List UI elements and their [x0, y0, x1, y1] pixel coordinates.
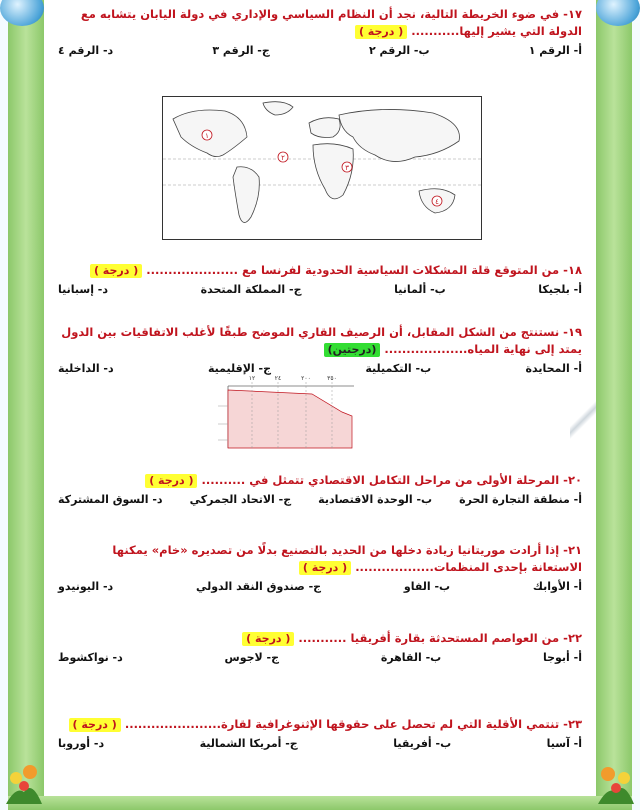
question-text — [58, 262, 582, 279]
option-a[interactable]: أ- بلجيكا — [538, 283, 582, 296]
question-22 — [58, 630, 582, 664]
options-row — [58, 44, 582, 57]
question-19 — [58, 324, 582, 375]
question-18 — [58, 262, 582, 296]
question-number: ٢٣- — [563, 717, 582, 731]
option-c[interactable]: ج- الاتحاد الجمركي — [189, 493, 292, 506]
options-row — [58, 580, 582, 593]
options-row — [58, 651, 582, 664]
option-d[interactable]: د- اليونيدو — [58, 580, 114, 593]
option-c[interactable]: ج- أمريكا الشمالية — [199, 737, 298, 750]
option-b[interactable]: ب- الرقم ٢ — [368, 44, 430, 57]
question-text — [58, 472, 582, 489]
flower-decoration-icon — [594, 756, 638, 806]
score-badge: ( درجة ) — [299, 561, 351, 575]
option-b[interactable]: ب- التكميلية — [365, 362, 432, 375]
option-c[interactable]: ج- لاجوس — [224, 651, 280, 664]
option-d[interactable]: د- الداخلية — [58, 362, 114, 375]
options-row — [58, 737, 582, 750]
continental-shelf-diagram — [182, 372, 358, 456]
score-badge: (درجتين) — [324, 343, 381, 357]
option-d[interactable]: د- إسبانيا — [58, 283, 109, 296]
map-marker-1: ١ — [205, 132, 209, 140]
option-b[interactable]: ب- الوحدة الاقتصادية — [318, 493, 433, 506]
question-body: نستنتج من الشكل المقابل، أن الرصيف القاري الموضح طبقًا لأغلب الاتفاقيات بين الدول يمتد إلى نهاية المياه................... — [61, 325, 582, 356]
worksheet-content — [44, 0, 596, 796]
option-a[interactable]: أ- آسيا — [546, 737, 582, 750]
options-row — [58, 493, 582, 506]
world-map — [162, 96, 482, 240]
score-badge: ( درجة ) — [69, 718, 121, 732]
question-body: من المتوقع قلة المشكلات السياسية الحدودية لفرنسا مع ..................... — [146, 263, 560, 277]
option-c[interactable]: ج- صندوق النقد الدولي — [195, 580, 322, 593]
option-a[interactable]: أ- الرقم ١ — [528, 44, 582, 57]
question-17 — [58, 6, 582, 57]
option-b[interactable]: ب- الفاو — [403, 580, 451, 593]
map-marker-3: ٣ — [345, 164, 349, 172]
question-number: ١٨- — [563, 263, 582, 277]
score-badge: ( درجة ) — [355, 25, 407, 39]
shelf-diagram-svg — [182, 372, 358, 456]
option-a[interactable]: أ- الأوابك — [532, 580, 582, 593]
option-a[interactable]: أ- منطقة التجارة الحرة — [459, 493, 582, 506]
score-badge: ( درجة ) — [242, 632, 294, 646]
question-number: ١٩- — [563, 325, 582, 339]
question-number: ١٧- — [563, 7, 582, 21]
world-map-svg — [163, 97, 481, 239]
diagram-label: ٢٤ — [274, 375, 282, 382]
option-b[interactable]: ب- أفريقيا — [393, 737, 452, 750]
question-text — [58, 716, 582, 733]
shadow-decoration — [570, 400, 596, 440]
option-d[interactable]: د- الرقم ٤ — [58, 44, 114, 57]
question-body: المرحلة الأولى من مراحل التكامل الاقتصادي تتمثل في .......... — [201, 473, 560, 487]
question-text — [58, 6, 582, 40]
option-a[interactable]: أ- أبوجا — [542, 651, 582, 664]
question-21 — [58, 542, 582, 593]
question-20 — [58, 472, 582, 506]
diagram-label: ٢٠٠ — [301, 375, 311, 382]
option-c[interactable]: ج- الإقليمية — [208, 362, 272, 375]
diagram-label: ١٢ — [248, 375, 256, 382]
question-number: ٢٢- — [563, 631, 582, 645]
flower-decoration-icon — [2, 756, 46, 806]
question-body: إذا أرادت موريتانيا زيادة دخلها من الحديد بالتصنيع بدلًا من تصديره «خام» يمكنها الاستعانة بإحدى المنظمات.................. — [112, 543, 582, 574]
option-b[interactable]: ب- القاهرة — [380, 651, 442, 664]
question-23 — [58, 716, 582, 750]
map-marker-4: ٤ — [435, 198, 439, 206]
score-badge: ( درجة ) — [90, 264, 142, 278]
options-row — [58, 283, 582, 296]
frame-bottom-border — [8, 796, 632, 810]
frame-right-border — [596, 0, 632, 810]
question-body: من العواصم المستحدثة بقارة أفريقيا ........... — [298, 631, 560, 645]
diagram-label: ٣٥٠ — [327, 375, 337, 382]
option-c[interactable]: ج- المملكة المتحدة — [200, 283, 302, 296]
option-a[interactable]: أ- المحايدة — [525, 362, 582, 375]
question-number: ٢١- — [563, 543, 582, 557]
question-body: في ضوء الخريطة التالية، نجد أن النظام السياسي والإداري في دولة اليابان يتشابه مع الدولة التي يشير إليها........... — [80, 7, 582, 38]
question-text — [58, 630, 582, 647]
option-c[interactable]: ج- الرقم ٣ — [212, 44, 270, 57]
option-d[interactable]: د- أوروبا — [58, 737, 105, 750]
question-number: ٢٠- — [563, 473, 582, 487]
question-text — [58, 324, 582, 358]
option-b[interactable]: ب- ألمانيا — [394, 283, 446, 296]
frame-left-border — [8, 0, 44, 810]
question-text — [58, 542, 582, 576]
option-d[interactable]: د- نواكشوط — [58, 651, 123, 664]
question-body: تنتمي الأقلية التي لم تحصل على حقوقها الإثنوغرافية لقارة...................... — [124, 717, 560, 731]
option-d[interactable]: د- السوق المشتركة — [58, 493, 163, 506]
score-badge: ( درجة ) — [145, 474, 197, 488]
map-marker-2: ٢ — [281, 154, 285, 162]
